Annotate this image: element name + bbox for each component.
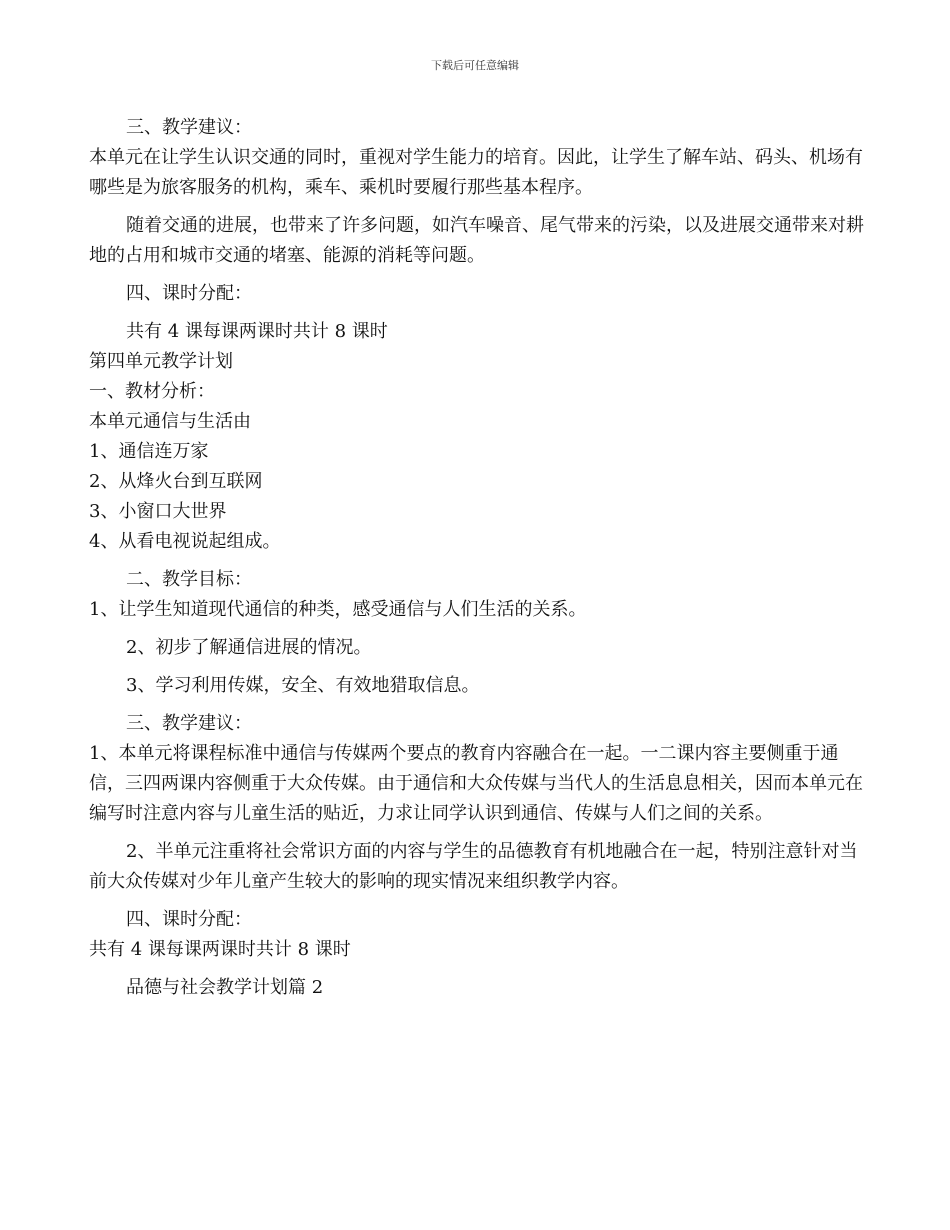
paragraph: 1、本单元将课程标准中通信与传媒两个要点的教育内容融合在一起。一二课内容主要侧重于通信，三四两课内容侧重于大众传媒。由于通信和大众传媒与当代人的生活息息相关，因而本单元在编写时注意内容与儿童生活的贴近，力求让同学认识到通信、传媒与人们之间的关系。 bbox=[89, 743, 863, 824]
section-heading-lesson-allocation: 四、课时分配： bbox=[126, 283, 252, 304]
document-body bbox=[89, 113, 864, 1003]
paragraph: 共有 4 课每课两课时共计 8 课时 bbox=[126, 321, 388, 342]
section-heading-teaching-goals: 二、教学目标： bbox=[126, 569, 252, 590]
list-item: 1、让学生知道现代通信的种类，感受通信与人们生活的关系。 bbox=[89, 599, 587, 620]
unit-title: 第四单元教学计划 bbox=[89, 351, 233, 372]
paragraph: 2、半单元注重将社会常识方面的内容与学生的品德教育有机地融合在一起，特别注意针对当前大众传媒对少年儿童产生较大的影响的现实情况来组织教学内容。 bbox=[89, 841, 858, 892]
section-heading-material-analysis: 一、教材分析： bbox=[89, 381, 215, 402]
paragraph: 本单元在让学生认识交通的同时，重视对学生能力的培育。因此，让学生了解车站、码头、机场有哪些是为旅客服务的机构，乘车、乘机时要履行那些基本程序。 bbox=[89, 147, 863, 198]
next-section-title: 品德与社会教学计划篇 2 bbox=[126, 977, 324, 998]
list-item: 1、通信连万家 bbox=[89, 441, 209, 462]
list-item: 2、从烽火台到互联网 bbox=[89, 471, 263, 492]
paragraph: 本单元通信与生活由 bbox=[89, 411, 251, 432]
list-item: 3、学习利用传媒，安全、有效地猎取信息。 bbox=[126, 675, 480, 696]
list-item: 2、初步了解通信进展的情况。 bbox=[126, 637, 372, 658]
list-item: 3、小窗口大世界 bbox=[89, 501, 227, 522]
list-item: 4、从看电视说起组成。 bbox=[89, 531, 281, 552]
page-header: 下载后可任意编辑 bbox=[431, 59, 519, 72]
section-heading-teaching-suggestions: 三、教学建议： bbox=[126, 713, 252, 734]
paragraph: 随着交通的进展，也带来了许多问题，如汽车噪音、尾气带来的污染，以及进展交通带来对耕地的占用和城市交通的堵塞、能源的消耗等问题。 bbox=[89, 215, 864, 266]
section-heading-lesson-allocation: 四、课时分配： bbox=[126, 909, 252, 930]
paragraph: 共有 4 课每课两课时共计 8 课时 bbox=[89, 939, 351, 960]
section-heading-teaching-suggestions: 三、教学建议： bbox=[126, 117, 252, 138]
